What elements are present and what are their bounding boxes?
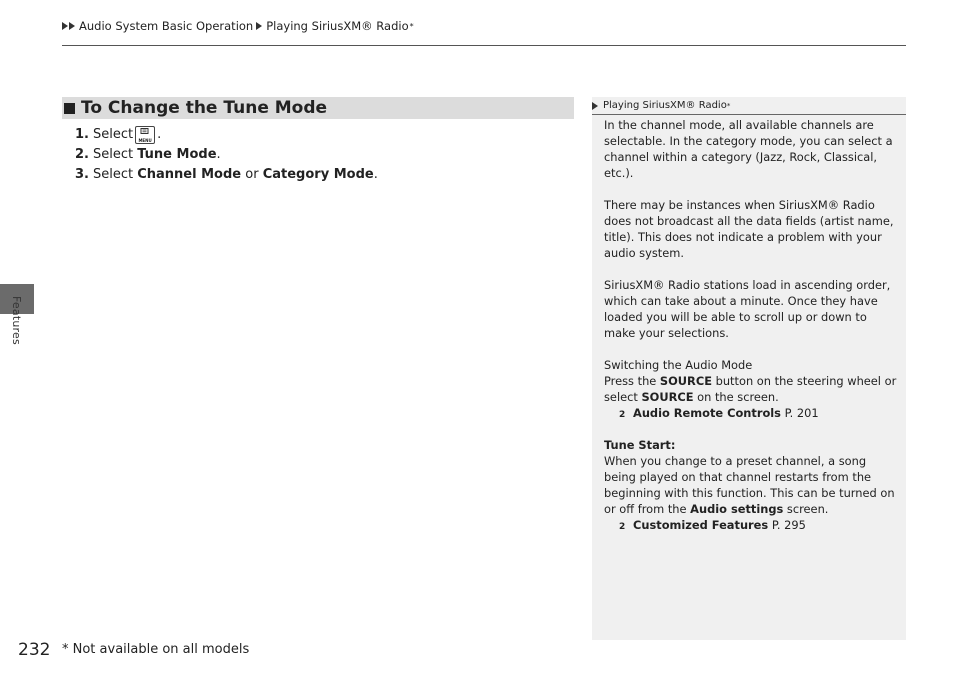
menu-icon-label: MENU: [138, 138, 152, 143]
step-text: Select: [92, 127, 134, 142]
step-text: .: [216, 147, 221, 162]
note-subtitle: Tune Start:: [604, 438, 676, 452]
note-paragraph: SiriusXM® Radio stations load in ascending order, which can take about a minute. Once they have loaded you will be able to scroll up or down to make your selections.: [604, 278, 891, 340]
note-text: Press the: [604, 374, 657, 388]
note-arrow-icon: [592, 102, 598, 110]
reference-icon: 2: [619, 522, 626, 532]
reference-icon: 2: [619, 410, 626, 420]
cross-reference-link[interactable]: [604, 517, 900, 533]
step-item: [75, 125, 378, 145]
reference-title: Audio Remote Controls: [633, 406, 781, 420]
side-note-panel: [592, 97, 906, 640]
availability-mark: *: [409, 21, 414, 31]
footnote: * Not available on all models: [62, 642, 250, 657]
breadcrumb-arrow-icon: [62, 22, 68, 30]
section-bullet-icon: [64, 103, 75, 114]
side-note-body: [604, 117, 900, 549]
step-number: 3.: [75, 167, 89, 182]
note-subtitle: Switching the Audio Mode: [604, 358, 753, 372]
step-item: [75, 145, 378, 165]
breadcrumb-arrow-icon: [256, 22, 262, 30]
note-paragraph: There may be instances when SiriusXM® Radio does not broadcast all the data fields (artist name, title). This does not indicate a problem with your audio system.: [604, 198, 894, 260]
step-text: .: [373, 167, 378, 182]
step-item: [75, 165, 378, 185]
availability-mark: *: [726, 101, 731, 110]
note-paragraph: [604, 357, 900, 421]
reference-title: Customized Features: [633, 518, 769, 532]
page-number: 232: [18, 640, 51, 660]
step-text: .: [157, 127, 162, 142]
breadcrumb-item[interactable]: Playing SiriusXM® Radio: [266, 19, 409, 33]
step-option: Tune Mode: [137, 147, 217, 162]
section-title: To Change the Tune Mode: [81, 98, 328, 118]
section-header: [62, 97, 574, 119]
breadcrumb-arrow-icon: [69, 22, 75, 30]
note-text: button on the steering wheel or select: [604, 374, 897, 404]
step-text: Select: [92, 167, 134, 182]
breadcrumb: [62, 19, 414, 33]
note-text: on the screen.: [697, 390, 779, 404]
note-text: screen.: [786, 502, 829, 516]
step-text: or: [245, 167, 259, 182]
note-paragraph: In the channel mode, all available channels are selectable. In the category mode, you can select a channel within a category (Jazz, Rock, Classical, etc.).: [604, 118, 893, 180]
reference-page: P. 295: [771, 518, 806, 532]
menu-icon: [135, 126, 155, 144]
step-text: Select: [92, 147, 134, 162]
side-note-title: Playing SiriusXM® Radio: [603, 100, 727, 111]
note-bold: Audio settings: [690, 502, 784, 516]
cross-reference-link[interactable]: [604, 405, 900, 421]
step-option: Channel Mode: [137, 167, 242, 182]
note-text: When you change to a preset channel, a song being played on that channel restarts from the beginning with this function. This can be turned on or off from the: [604, 454, 895, 516]
note-bold: SOURCE: [659, 374, 712, 388]
step-number: 1.: [75, 127, 89, 142]
step-number: 2.: [75, 147, 89, 162]
reference-page: P. 201: [784, 406, 819, 420]
note-bold: SOURCE: [641, 390, 694, 404]
header-rule: [62, 45, 906, 46]
step-option: Category Mode: [262, 167, 374, 182]
step-list: [75, 125, 378, 185]
breadcrumb-item[interactable]: Audio System Basic Operation: [79, 19, 254, 33]
chapter-label: Features: [10, 296, 23, 345]
side-note-header: [592, 97, 906, 115]
note-paragraph: [604, 437, 900, 533]
